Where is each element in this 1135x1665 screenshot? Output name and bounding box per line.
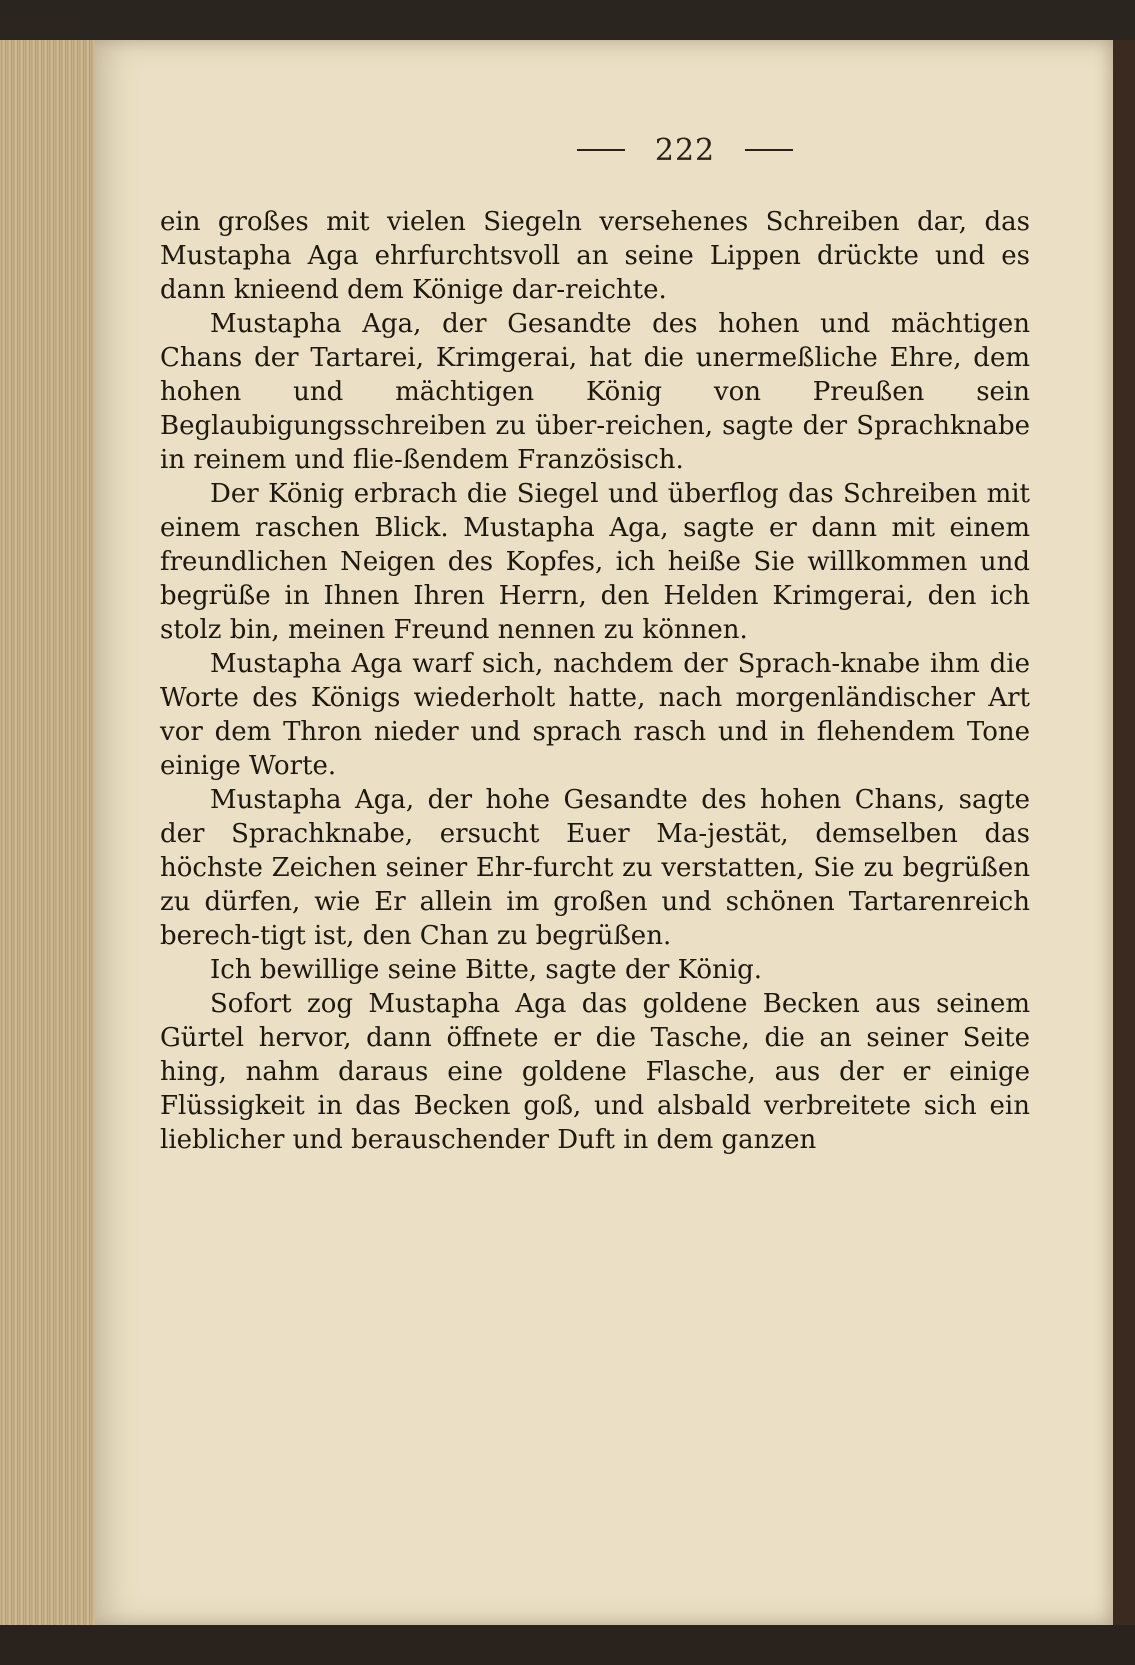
paragraph: Mustapha Aga, der hohe Gesandte des hohen Chans, sagte der Sprachknabe, ersucht Euer Ma-jestät, demselben das höchste Zeichen seiner Ehr-furcht zu verstatten, Sie zu begrüßen zu dürfen, wie Er allein im großen und schönen Tartarenreich berech-tigt ist, den Chan zu begrüßen. — [160, 785, 1030, 951]
book-top-edge — [0, 0, 1135, 40]
paragraph: ein großes mit vielen Siegeln versehenes Schreiben dar, das Mustapha Aga ehrfurchtsvoll an seine Lippen drückte und es dann knieend dem Könige dar-reichte. — [160, 207, 1030, 305]
page-text — [160, 205, 1030, 1157]
page-number: 222 — [654, 132, 716, 168]
book-binding-edge — [1113, 40, 1135, 1625]
header-dash-right — [745, 149, 793, 151]
paragraph: Mustapha Aga, der Gesandte des hohen und mächtigen Chans der Tartarei, Krimgerai, hat die unermeßliche Ehre, dem hohen und mächtigen König von Preußen sein Beglaubigungsschreiben zu über-reichen, sagte der Sprachknabe in reinem und flie-ßendem Französisch. — [160, 309, 1030, 475]
page-header — [525, 130, 845, 170]
paragraph: Der König erbrach die Siegel und überflog das Schreiben mit einem raschen Blick. Mustapha Aga, sagte er dann mit einem freundlichen Neigen des Kopfes, ich heiße Sie willkommen und begrüße in Ihnen Ihren Herrn, den Helden Krimgerai, den ich stolz bin, meinen Freund nennen zu können. — [160, 479, 1030, 645]
book-page-stack-edge — [0, 40, 97, 1625]
paragraph: Sofort zog Mustapha Aga das goldene Becken aus seinem Gürtel hervor, dann öffnete er die Tasche, die an seiner Seite hing, nahm daraus eine goldene Flasche, aus der er einige Flüssigkeit in das Becken goß, und alsbald verbreitete sich ein lieblicher und berauschender Duft in dem ganzen — [160, 989, 1030, 1155]
paragraph: Mustapha Aga warf sich, nachdem der Sprach-knabe ihm die Worte des Königs wiederholt hatte, nach morgenländischer Art vor dem Thron nieder und sprach rasch und in flehendem Tone einige Worte. — [160, 649, 1030, 781]
header-dash-left — [577, 149, 625, 151]
paragraph: Ich bewillige seine Bitte, sagte der König. — [210, 955, 763, 985]
book-bottom-edge — [0, 1625, 1135, 1665]
